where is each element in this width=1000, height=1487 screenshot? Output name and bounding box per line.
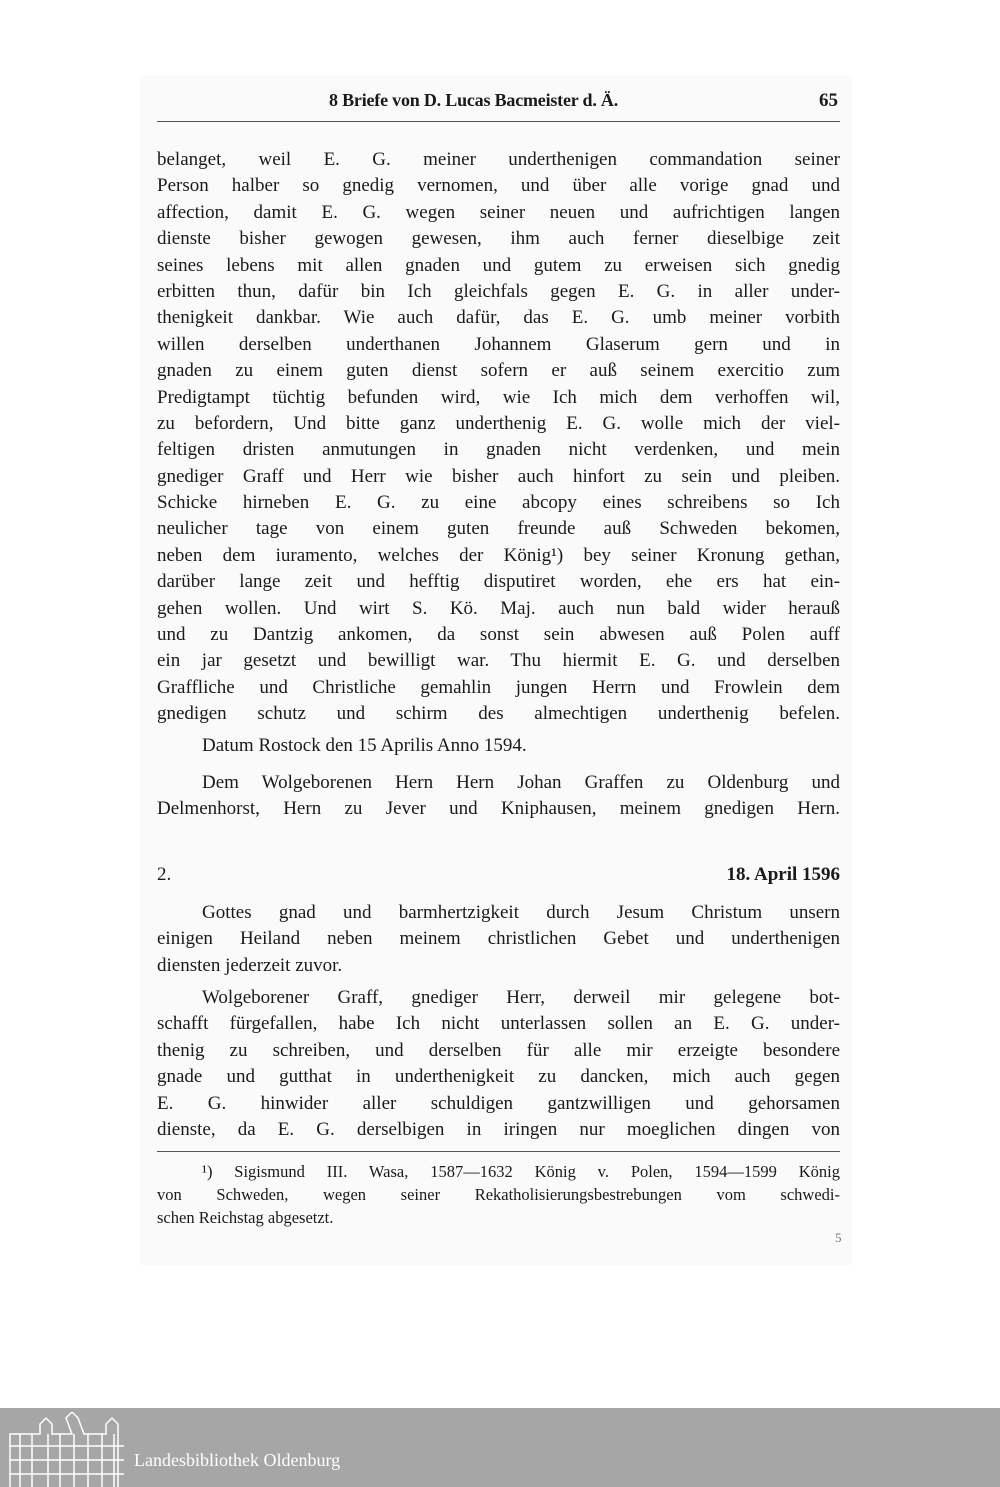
text-line: affection, damit E. G. wegen seiner neuen und aufrichtigen langen — [157, 201, 840, 223]
text-line: zu befordern, Und bitte ganz underthenig E. G. wolle mich der viel- — [157, 412, 840, 434]
footer-bar — [0, 1408, 1000, 1487]
date-line: Datum Rostock den 15 Aprilis Anno 1594. — [202, 735, 527, 756]
library-name: Landesbibliothek Oldenburg — [134, 1450, 341, 1470]
text-line: diensten jederzeit zuvor. — [157, 954, 343, 976]
text-line: seines lebens mit allen gnaden und gutem zu erweisen sich gnedig — [157, 254, 840, 276]
text-line: erbitten thun, dafür bin Ich gleichfals gegen E. G. in aller under- — [157, 280, 840, 302]
text-line: gnade und gutthat in underthenigkeit zu dancken, mich auch gegen — [157, 1066, 840, 1088]
text-line: Wolgeborener Graff, gnediger Herr, derweil mir gelegene bot- — [202, 987, 840, 1008]
text-line: gnaden zu einem guten dienst sofern er auß seinem exercitio zum — [157, 360, 840, 382]
signature-mark: 5 — [835, 1230, 842, 1245]
text-line: schafft fürgefallen, habe Ich nicht unterlassen sollen an E. G. under- — [157, 1013, 840, 1035]
text-line: feltigen dristen anmutungen in gnaden nicht verdenken, und mein — [157, 439, 840, 461]
text-line: gnediger Graff und Herr wie bisher auch hinfort zu sein und pleiben. — [157, 465, 840, 487]
text-line: neben dem iuramento, welches der König¹) bey seiner Kronung gethan, — [157, 544, 840, 566]
text-line: neulicher tage von einem guten freunde auß Schweden bekomen, — [157, 518, 840, 540]
text-line: thenig zu schreiben, und derselben für alle mir erzeigte besondere — [157, 1039, 840, 1061]
text-line: thenigkeit dankbar. Wie auch dafür, das E. G. umb meiner vorbith — [157, 307, 840, 329]
text-line: gnedigen schutz und schirm des almechtigen underthenig befelen. — [157, 703, 840, 725]
text-line: gehen wollen. Und wirt S. Kö. Maj. auch nun bald wider herauß — [157, 597, 840, 619]
text-line: dienste bisher gewogen gewesen, ihm auch ferner dieselbige zeit — [157, 228, 840, 250]
header-rule — [157, 121, 840, 122]
text-line: belanget, weil E. G. meiner underthenigen commandation seiner — [157, 149, 840, 170]
running-header — [157, 90, 840, 114]
letter2-para2 — [157, 985, 840, 1143]
page-number: 65 — [819, 90, 838, 111]
running-title: 8 Briefe von D. Lucas Bacmeister d. Ä. — [329, 90, 619, 110]
letter2-para1 — [157, 900, 840, 979]
text-line: schen Reichstag abgesetzt. — [157, 1208, 334, 1227]
text-line: willen derselben underthanen Johannem Glaserum gern und in — [157, 333, 840, 355]
text-line: E. G. hinwider aller schuldigen gantzwilligen und gehorsamen — [157, 1092, 840, 1114]
letter2-heading — [157, 864, 840, 890]
text-line: ein jar gesetzt und bewilligt war. Thu hiermit E. G. und derselben — [157, 650, 840, 672]
text-line: ¹) Sigismund III. Wasa, 1587—1632 König v. Polen, 1594—1599 König — [202, 1162, 840, 1181]
letter1-body — [157, 147, 840, 728]
library-building-logo-icon — [8, 1412, 124, 1487]
footnote — [157, 1160, 840, 1229]
address-line: Dem Wolgeborenen Hern Hern Johan Graffen zu Oldenburg und — [202, 772, 840, 793]
text-line: Graffliche und Christliche gemahlin jungen Herrn und Frowlein dem — [157, 676, 840, 698]
letter-number: 2. — [157, 864, 172, 885]
text-line: Schicke hirneben E. G. zu eine abcopy eines schreibens so Ich — [157, 492, 840, 514]
text-line: von Schweden, wegen seiner Rekatholisierungsbestrebungen vom schwedi- — [157, 1185, 840, 1204]
letter1-address — [157, 770, 840, 823]
text-line: Person halber so gnedig vernomen, und über alle vorige gnad und — [157, 175, 840, 197]
letter1-date — [157, 733, 840, 759]
text-line: Predigtampt tüchtig befunden wird, wie Ich mich dem verhoffen wil, — [157, 386, 840, 408]
footnote-rule — [157, 1151, 840, 1152]
text-line: einigen Heiland neben meinem christlichen Gebet und underthenigen — [157, 928, 840, 950]
text-line: darüber lange zeit und hefftig disputiret worden, ehe ers hat ein- — [157, 571, 840, 593]
text-line: Gottes gnad und barmhertzigkeit durch Jesum Christum unsern — [202, 902, 840, 923]
letter-date: 18. April 1596 — [726, 864, 840, 885]
text-line: und zu Dantzig ankomen, da sonst sein abwesen auß Polen auff — [157, 624, 840, 646]
text-line: dienste, da E. G. derselbigen in iringen nur moeglichen dingen von — [157, 1118, 840, 1140]
address-line: Delmenhorst, Hern zu Jever und Kniphausen, meinem gnedigen Hern. — [157, 798, 840, 820]
